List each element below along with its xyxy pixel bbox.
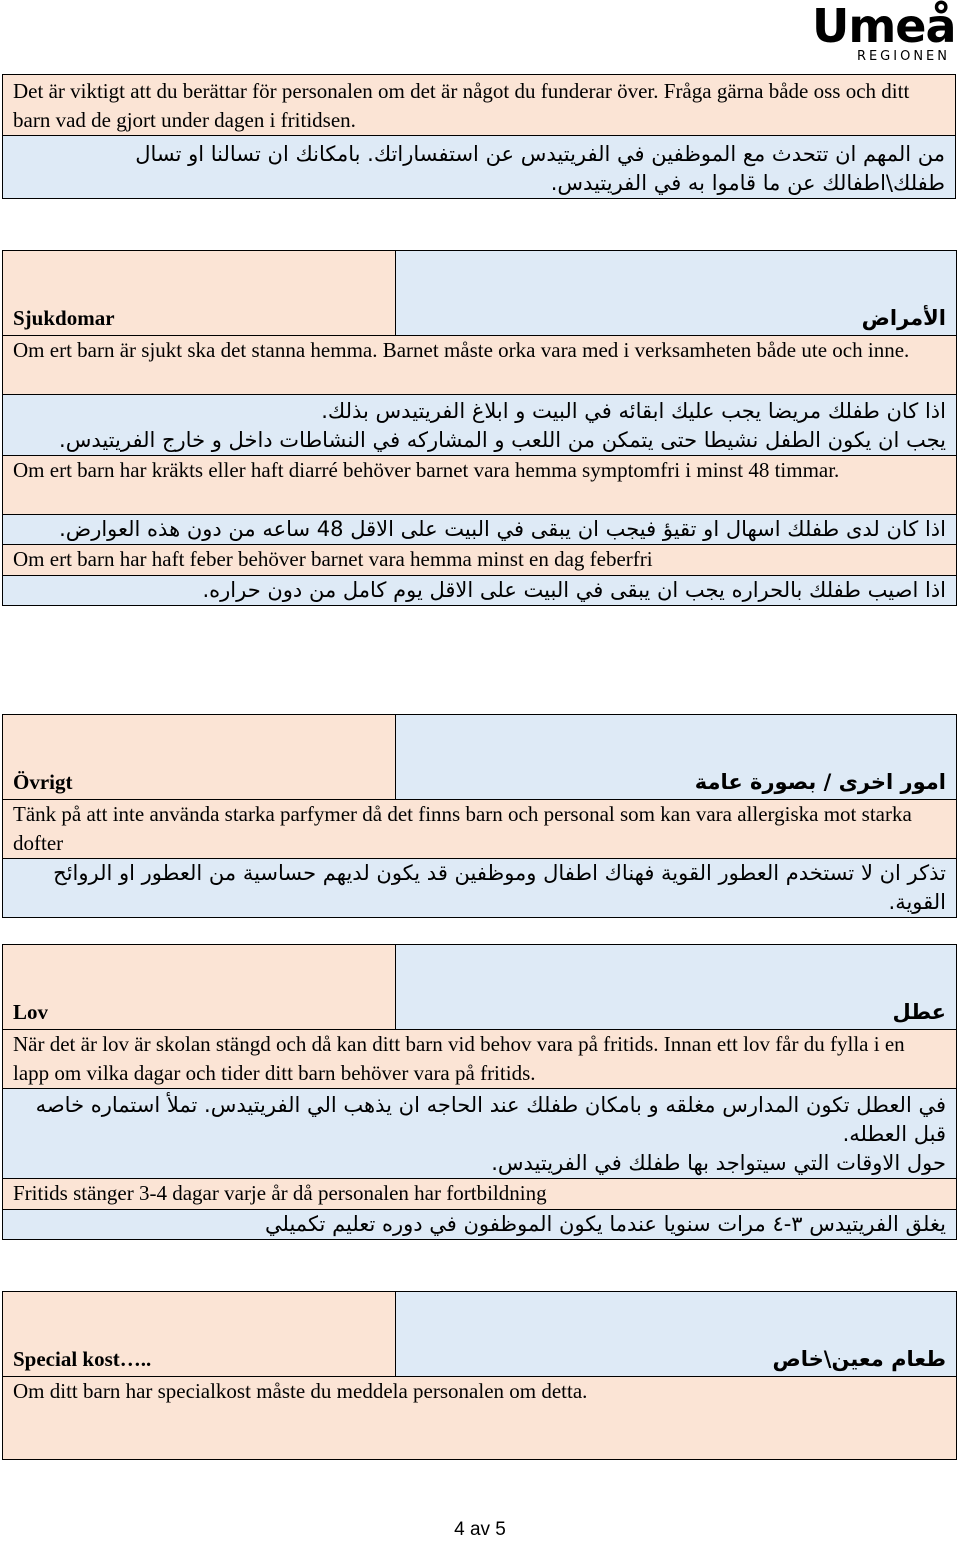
sjukdomar-arabic-3: اذا اصيب طفلك بالحراره يجب ان يبقى في البيت على الاقل يوم كامل من دون حراره. <box>3 576 957 606</box>
sjukdomar-arabic-2: اذا كان لدى طفلك اسهال او تقيؤ فيجب ان يبقى في البيت على الاقل 48 ساعه من دون هذه العوارض. <box>3 515 957 545</box>
sjukdomar-arabic-1 <box>3 395 957 456</box>
logo-subtitle: REGIONEN <box>856 49 950 64</box>
lov-section <box>2 944 957 1240</box>
lov-text-2: Fritids stänger 3-4 dagar varje år då personalen har fortbildning <box>3 1179 957 1210</box>
special-kost-text: Om ditt barn har specialkost måste du meddela personalen om detta. <box>3 1377 957 1460</box>
lov-arabic-1a: في العطل تكون المدارس مغلقه و بامكان طفلك عند الحاجه ان يذهب الي الفريتيدس. تملأ استماره خاصه قبل العطله. <box>35 1093 946 1146</box>
sjukdomar-section <box>2 250 957 606</box>
ovrigt-heading-arabic: امور اخرى / بصورة عامة <box>396 715 957 800</box>
page-number: 4 av 5 <box>454 1519 506 1540</box>
sjukdomar-text-3: Om ert barn har haft feber behöver barnet vara hemma minst en dag feberfri <box>3 545 957 576</box>
lov-arabic-2: يغلق الفريتيدس ٣-٤ مرات سنويا عندما يكون الموظفون في دوره تعليم تكميلي <box>3 1210 957 1240</box>
intro-swedish: Det är viktigt att du berättar för personalen om det är något du funderar över. Fråga gärna både oss och ditt barn vad de gjort under dagen i fritidsen. <box>3 75 956 136</box>
special-kost-heading: Special kost….. <box>3 1292 396 1377</box>
intro-arabic: من المهم ان تتحدث مع الموظفين في الفريتيدس عن استفساراتك. بامكانك ان تسالنا او تسال طفلك\اطفالك عن ما قاموا به في الفريتيدس. <box>3 136 956 199</box>
umea-regionen-logo <box>812 0 956 66</box>
sjukdomar-text-1: Om ert barn är sjukt ska det stanna hemma. Barnet måste orka vara med i verksamheten både ute och inne. <box>3 336 957 395</box>
ovrigt-arabic: تذكر ان لا تستخدم العطور القوية فهناك اطفال وموظفين قد يكون لديهم حساسية من العطور او الروائح القوية. <box>3 859 957 918</box>
sjukdomar-arabic-1b: يجب ان يكون الطفل نشيطا حتى يتمكن من اللعب و المشاركه في النشاطات داخل و خارج الفريتيدس. <box>59 428 946 452</box>
intro-box <box>2 74 956 199</box>
lov-arabic-1b: حول الاوقات التي سيتواجد بها طفلك في الفريتيدس. <box>491 1151 946 1175</box>
ovrigt-heading: Övrigt <box>3 715 396 800</box>
lov-heading: Lov <box>3 945 396 1030</box>
ovrigt-section <box>2 714 957 918</box>
lov-text-1: När det är lov är skolan stängd och då kan ditt barn vid behov vara på fritids. Innan ett lov får du fylla i en lapp om vilka dagar och tider ditt barn behöver vara på fritids. <box>3 1030 957 1089</box>
logo-wordmark: Umeå <box>812 0 956 53</box>
special-kost-heading-arabic: طعام معين\خاص <box>396 1292 957 1377</box>
sjukdomar-heading-arabic: الأمراض <box>396 251 957 336</box>
sjukdomar-text-2: Om ert barn har kräkts eller haft diarré behöver barnet vara hemma symptomfri i minst 48 timmar. <box>3 456 957 515</box>
special-kost-section <box>2 1291 957 1460</box>
ovrigt-text: Tänk på att inte använda starka parfymer då det finns barn och personal som kan vara allergiska mot starka dofter <box>3 800 957 859</box>
sjukdomar-heading: Sjukdomar <box>3 251 396 336</box>
sjukdomar-arabic-1a: اذا كان طفلك مريضا يجب عليك ابقائه في البيت و ابلاغ الفريتيدس بذلك. <box>321 399 946 423</box>
lov-arabic-1 <box>3 1089 957 1179</box>
lov-heading-arabic: عطل <box>396 945 957 1030</box>
